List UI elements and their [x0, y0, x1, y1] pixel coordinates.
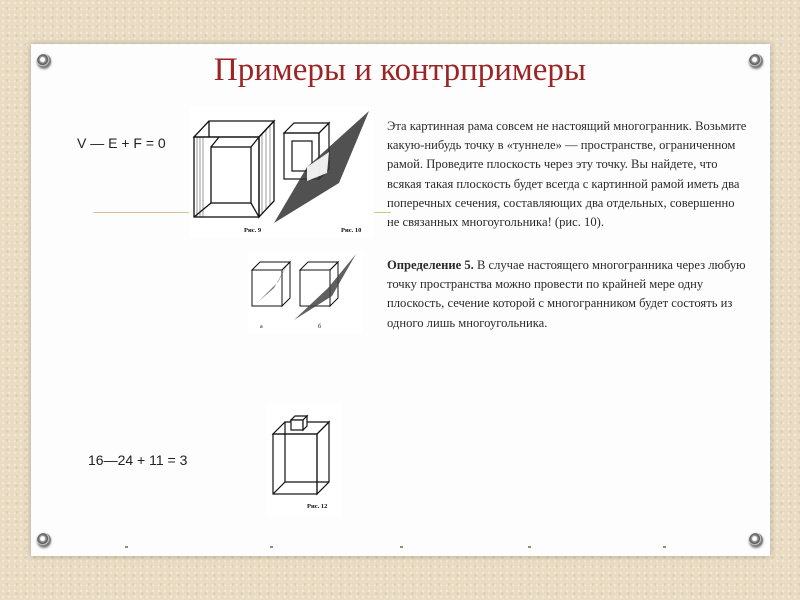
- slide-title: Примеры и контрпримеры: [213, 52, 587, 88]
- decor-tick: [400, 546, 403, 548]
- definition-text: В случае настоящего многогранника через любую точку пространства можно провести по крайней мере одну плоскость, сечение которой с многогранником будет состоять из одного лишь многоугольника.: [387, 258, 746, 330]
- decor-tick: [270, 546, 273, 548]
- fig10-label: Рис. 10: [341, 227, 362, 234]
- cube-with-block-drawing: [267, 404, 342, 516]
- frame-explanation-text: Эта картинная рама совсем не настоящий многогранник. Возьмите какую-нибудь точку в «туннеле» — пространстве, ограниченном рамой. Проведите плоскость через эту точку. Вы найдете, что всякая такая плоскость будет всегда с картинной рамой иметь два поперечных сечения, составляющих два отдельных, совершенно не связанных многоугольника! (рис. 10).: [387, 119, 747, 230]
- euler-formula: V — E + F = 0: [77, 135, 166, 151]
- fig12-label: Рис. 12: [307, 503, 328, 510]
- figure-9-10: [189, 107, 374, 238]
- definition-5: [387, 256, 747, 333]
- frame-figures-drawing: [189, 107, 374, 238]
- pin-icon: [37, 533, 51, 547]
- example-formula: 16—24 + 11 = 3: [88, 452, 188, 468]
- figure-sections: [248, 252, 363, 334]
- sub-b-label: б: [318, 324, 322, 330]
- pin-icon: [749, 533, 763, 547]
- decor-tick: [125, 546, 128, 548]
- sections-drawing: [248, 252, 363, 334]
- sub-a-label: а: [260, 324, 263, 330]
- definition-label: Определение 5.: [387, 258, 474, 272]
- decor-tick: [663, 546, 666, 548]
- figure-12: [267, 404, 342, 516]
- fig9-label: Рис. 9: [244, 227, 262, 234]
- decor-tick: [528, 546, 531, 548]
